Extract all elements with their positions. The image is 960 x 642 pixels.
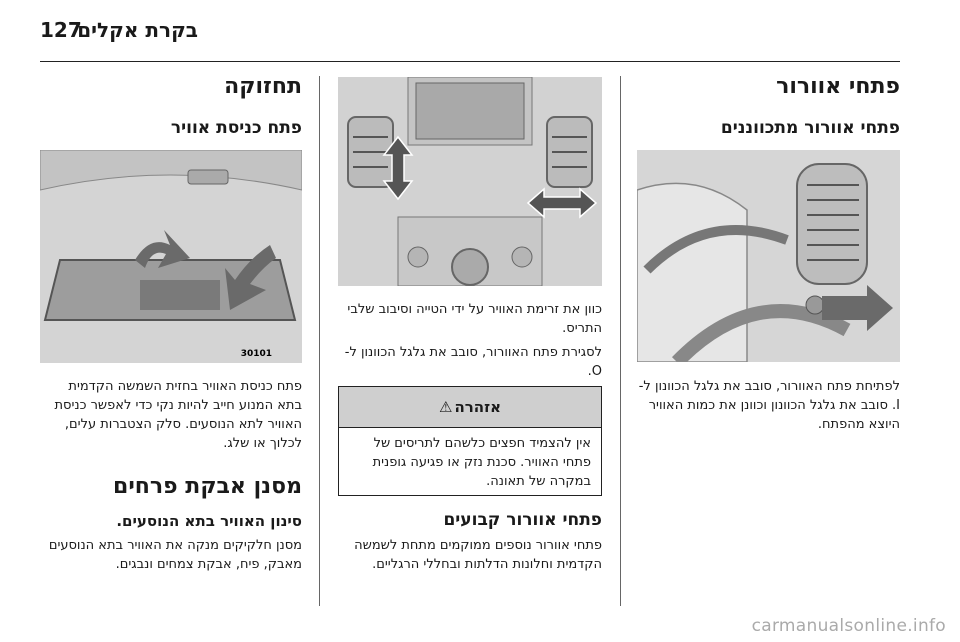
- vent-direction-text: כוון את זרימת האוויר על ידי הטייה וסיבוב שלבי התריס.: [347, 302, 602, 336]
- pollen-filter-text: מסנן חלקיקים מנקה את האוויר בתא הנוסעים מאבק, פיח, אבקת צמחים ונבגים.: [48, 538, 302, 572]
- warning-text: אין להצמיד חפצים כלשהם לתריסים של פתחי האוויר. סכנת נזק או פגיעה גופנית במקרה של תאונה.: [372, 436, 591, 489]
- dashboard-vents-illustration: [338, 77, 602, 286]
- vents-heading: פתחי אוורור: [776, 74, 900, 99]
- column-divider-right: [620, 76, 621, 606]
- adjustable-vents-heading: פתחי אוורור מתכווננים: [720, 118, 900, 138]
- air-intake-heading: פתח כניסת אוויר: [170, 118, 302, 138]
- vent-illustration: [637, 150, 900, 362]
- vent-drawing: [637, 150, 900, 362]
- maintenance-heading: תחזוקה: [224, 74, 302, 99]
- air-intake-drawing: [40, 150, 302, 363]
- watermark: carmanualsonline.info: [751, 616, 946, 636]
- adjustable-vents-text: לפתיחת פתח האוורור, סובב את גלגל הכוונון ל- I. סובב את גלגל הכוונון וכוונן את כמות האוויר היוצא מהפתח.: [638, 379, 900, 432]
- column-divider-left: [319, 76, 320, 606]
- section-title: בקרת אקלים: [77, 18, 198, 42]
- fixed-vents-text: פתחי אוורור נוספים ממוקמים מתחת לשמשה הקדמית וחלונות הדלתות ובחללי הרגליים.: [354, 538, 602, 572]
- image-number: 30101: [240, 349, 272, 359]
- warning-header: [339, 387, 601, 428]
- pollen-filter-heading: מסנן אבקת פרחים: [113, 474, 302, 499]
- page-number: 127: [40, 18, 82, 42]
- pollen-filter-subheading: סינון האוויר בתא הנוסעים.: [116, 512, 302, 530]
- warning-icon: ⚠: [438, 398, 453, 416]
- fixed-vents-heading: פתחי אוורור קבועים: [443, 510, 602, 530]
- vent-close-text: לסגירת פתח האוורור, סובב את גלגל הכוונון ל- O.: [344, 345, 602, 379]
- header-rule: [40, 61, 900, 62]
- warning-title: אזהרה: [454, 398, 502, 416]
- air-intake-illustration: [40, 150, 302, 363]
- dashboard-drawing: [338, 77, 602, 286]
- air-intake-text: פתח כניסת האוויר בחזית השמשה הקדמית בתא המנוע חייב להיות נקי כדי לאפשר כניסת האוויר לתא הנוסעים. סלק הצטברות עלים, לכלוך או שלג.: [54, 379, 302, 451]
- warning-box: [338, 386, 602, 496]
